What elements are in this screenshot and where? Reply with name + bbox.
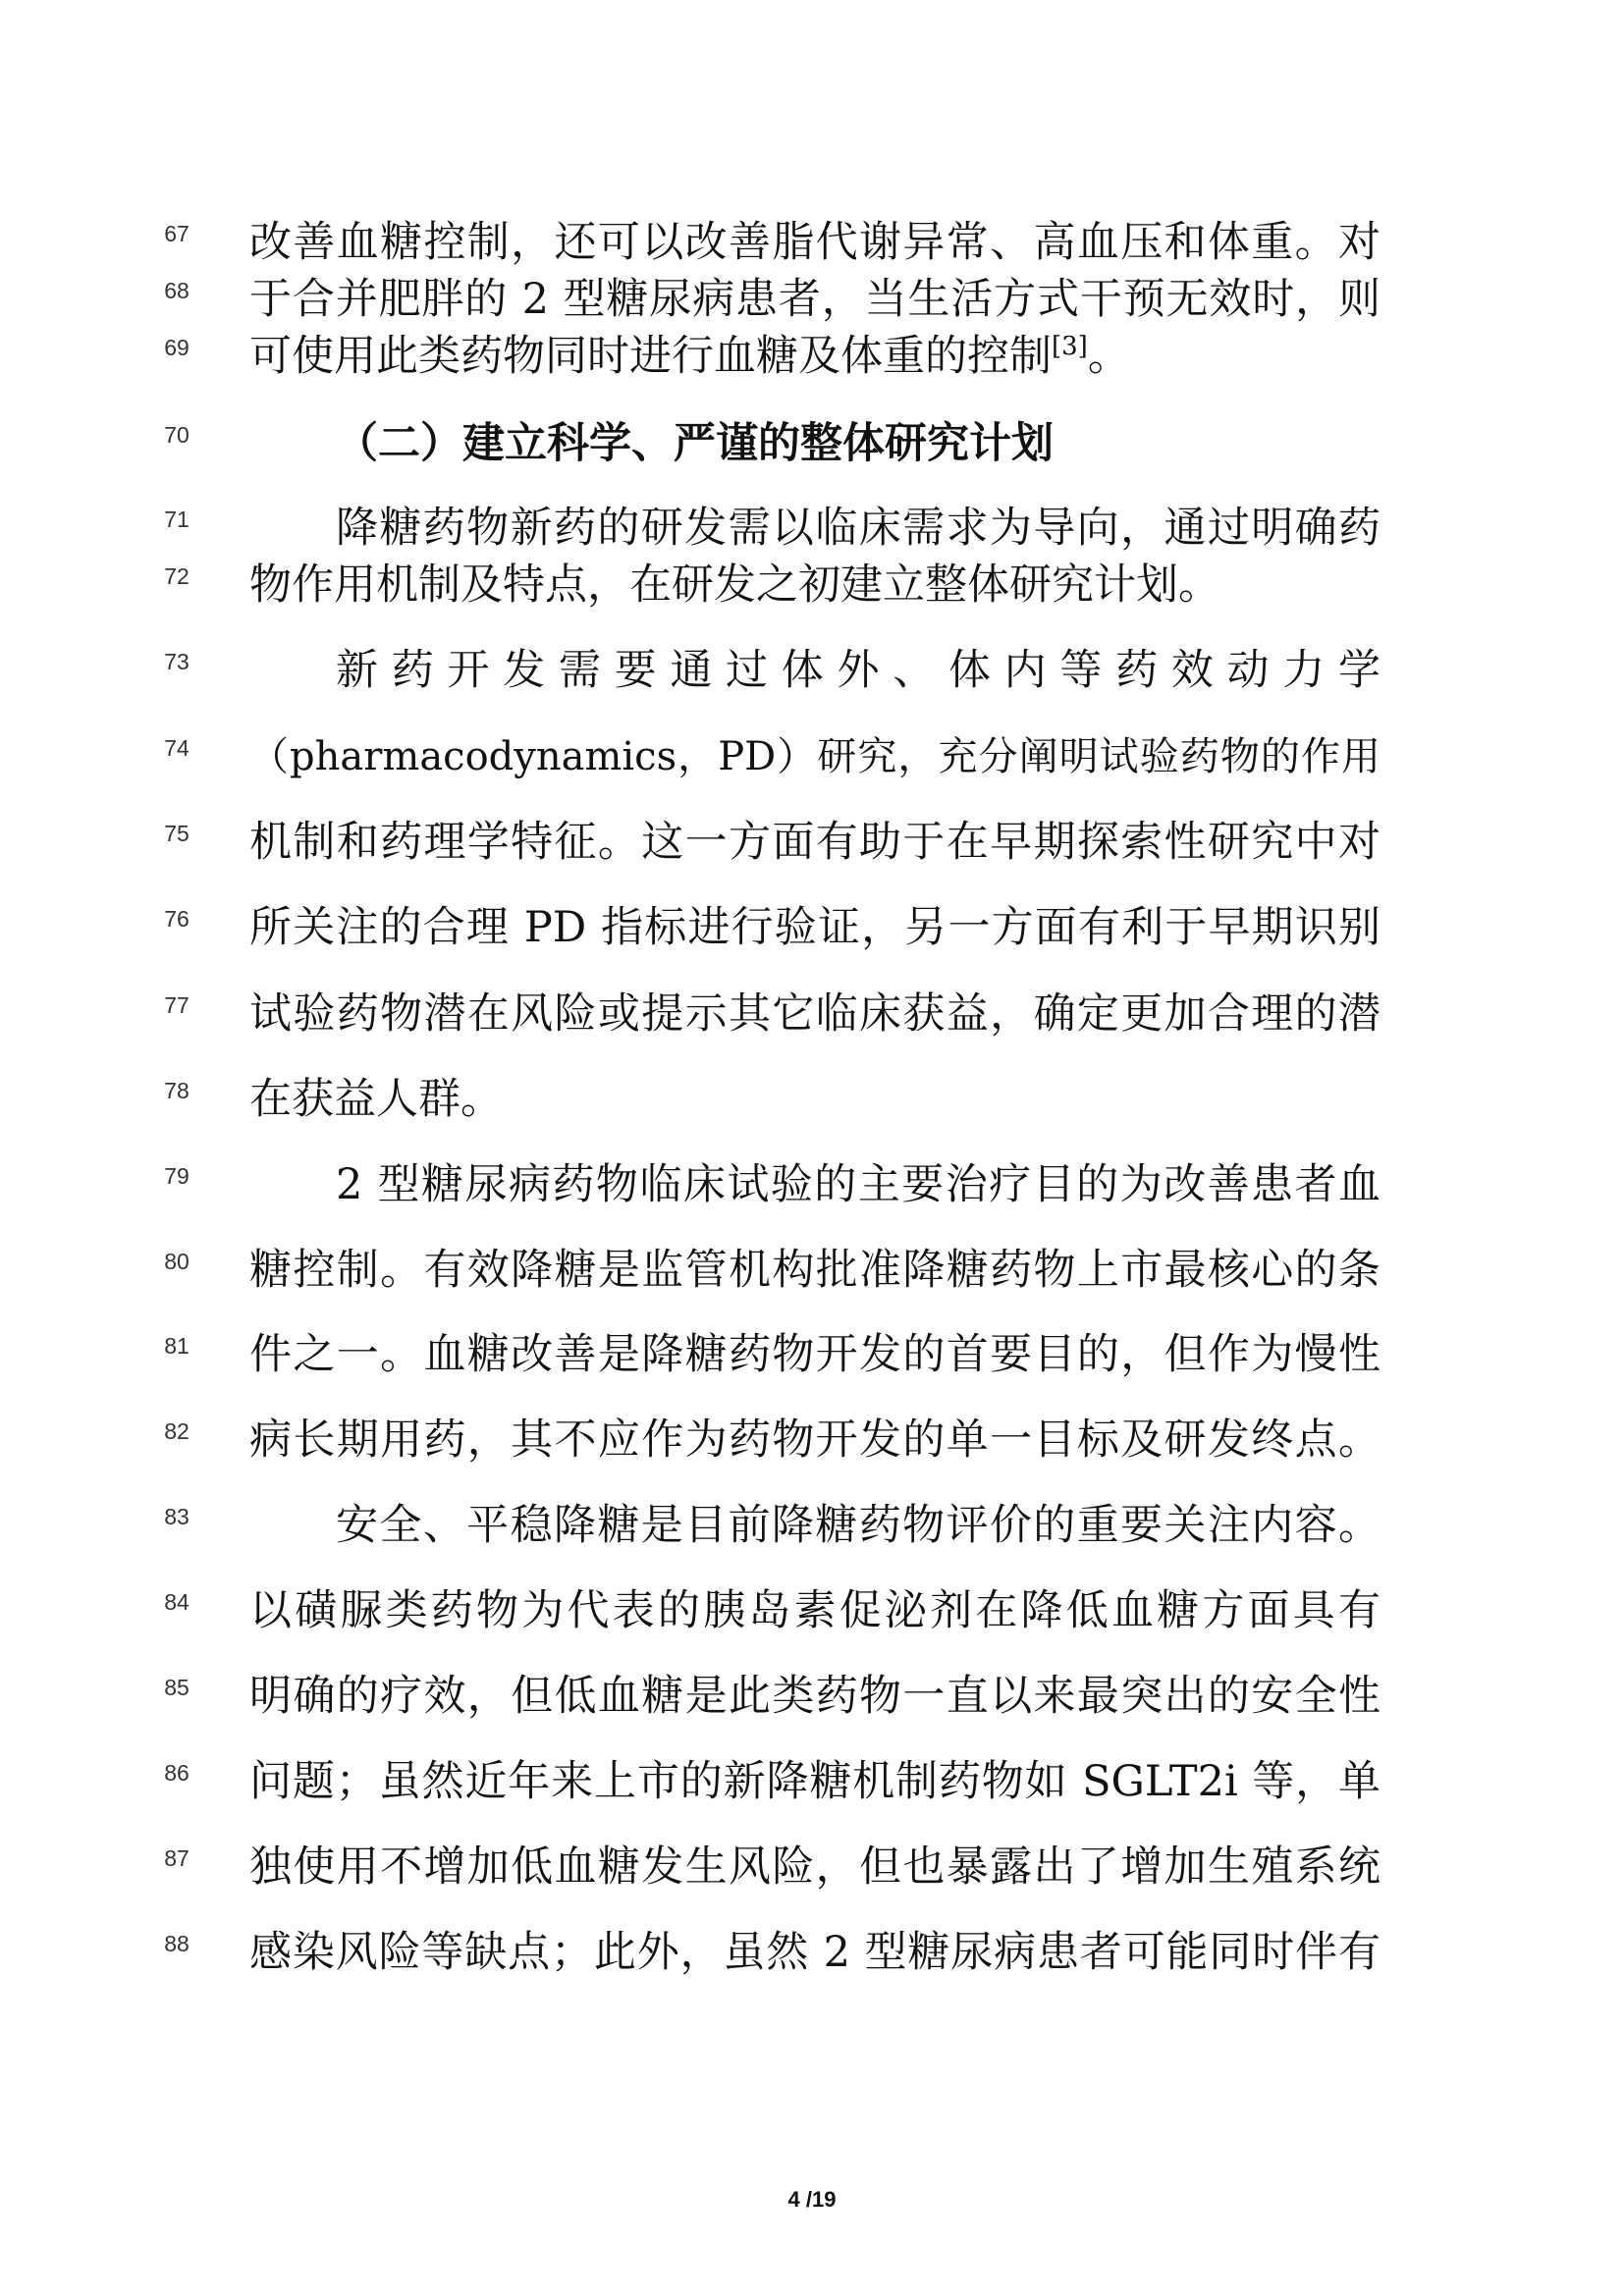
- line-number: 82: [164, 1418, 189, 1444]
- line-number: 85: [164, 1675, 189, 1700]
- line-text: [249, 327, 1130, 386]
- line-text: （pharmacodynamics，PD）研究，充分阐明试验药物的作用: [249, 734, 1380, 779]
- line-text: 糖控制。有效降糖是监管机构批准降糖药物上市最核心的条: [249, 1246, 1380, 1295]
- text-line: [0, 1923, 1624, 1982]
- line-number: 68: [164, 278, 189, 303]
- text-line: [0, 898, 1624, 957]
- line-number: 78: [164, 1078, 189, 1103]
- line-number: 71: [164, 507, 189, 532]
- text-line: [0, 641, 1624, 700]
- text-line: [0, 1411, 1624, 1469]
- line-number: 81: [164, 1333, 189, 1359]
- line-number: 74: [164, 735, 189, 761]
- line-number: 79: [164, 1163, 189, 1189]
- line-text: 降糖药物新药的研发需以临床需求为导向，通过明确药: [336, 504, 1380, 553]
- line-number: 84: [164, 1589, 189, 1615]
- line-number: 83: [164, 1504, 189, 1529]
- text-line: [0, 813, 1624, 872]
- text-line: [0, 213, 1624, 272]
- text-line: [0, 499, 1624, 558]
- text-line: [0, 1581, 1624, 1640]
- line-text: 病长期用药，其不应作为药物开发的单一目标及研发终点。: [249, 1415, 1380, 1465]
- line-text: 件之一。血糖改善是降糖药物开发的首要目的，但作为慢性: [249, 1330, 1380, 1379]
- line-number: 73: [164, 649, 189, 674]
- line-number: 86: [164, 1760, 189, 1786]
- line-text: 安全、平稳降糖是目前降糖药物评价的重要关注内容。: [336, 1501, 1380, 1550]
- text-line: [0, 1752, 1624, 1811]
- section-heading-line: [0, 414, 1624, 473]
- text-line: [0, 556, 1624, 614]
- line-text: 改善血糖控制，还可以改善脂代谢异常、高血压和体重。对: [249, 218, 1380, 267]
- line-text: 感染风险等缺点；此外，虽然 2 型糖尿病患者可能同时伴有: [249, 1928, 1380, 1977]
- line-number: 67: [164, 221, 189, 246]
- text-line: [0, 270, 1624, 329]
- text-line: [0, 1241, 1624, 1300]
- line-text: 独使用不增加低血糖发生风险，但也暴露出了增加生殖系统: [249, 1842, 1380, 1892]
- text-line: [0, 1496, 1624, 1555]
- line-number: 69: [164, 335, 189, 360]
- line-number: 72: [164, 563, 189, 589]
- line-number: 70: [164, 422, 189, 448]
- page-number: 4 /19: [787, 2187, 837, 2212]
- line-text: 机制和药理学特征。这一方面有助于在早期探索性研究中对: [249, 818, 1380, 867]
- line-text: 问题；虽然近年来上市的新降糖机制药物如 SGLT2i 等，单: [249, 1757, 1380, 1806]
- line-text-main: 可使用此类药物同时进行血糖及体重的控制: [249, 332, 1052, 381]
- line-number: 87: [164, 1845, 189, 1871]
- line-text: 于合并肥胖的 2 型糖尿病患者，当生活方式干预无效时，则: [249, 275, 1380, 324]
- line-number: 88: [164, 1931, 189, 1956]
- line-text: 2 型糖尿病药物临床试验的主要治疗目的为改善患者血: [336, 1160, 1380, 1209]
- line-text: 明确的疗效，但低血糖是此类药物一直以来最突出的安全性: [249, 1672, 1380, 1721]
- text-line: [0, 985, 1624, 1043]
- section-heading: （二）建立科学、严谨的整体研究计划: [336, 419, 1054, 468]
- line-number: 76: [164, 906, 189, 932]
- text-line: [0, 727, 1624, 786]
- text-line: [0, 327, 1624, 386]
- line-text: 物作用机制及特点，在研发之初建立整体研究计划。: [249, 561, 1220, 610]
- line-number: 75: [164, 821, 189, 846]
- line-number: 77: [164, 992, 189, 1018]
- line-text: 所关注的合理 PD 指标进行验证，另一方面有利于早期识别: [249, 903, 1380, 952]
- text-line: [0, 1325, 1624, 1384]
- line-text: 在获益人群。: [249, 1075, 503, 1124]
- line-text: 以磺脲类药物为代表的胰岛素促泌剂在降低血糖方面具有: [249, 1586, 1380, 1635]
- line-number: 80: [164, 1249, 189, 1274]
- text-line: [0, 1070, 1624, 1129]
- text-line: [0, 1838, 1624, 1896]
- line-text: 新药开发需要通过体外、体内等药效动力学: [336, 646, 1380, 695]
- text-line: [0, 1667, 1624, 1726]
- line-text: 试验药物潜在风险或提示其它临床获益，确定更加合理的潜: [249, 989, 1380, 1039]
- citation-ref: [3]: [1052, 332, 1088, 361]
- text-line: [0, 1155, 1624, 1214]
- line-text-tail: 。: [1087, 332, 1130, 381]
